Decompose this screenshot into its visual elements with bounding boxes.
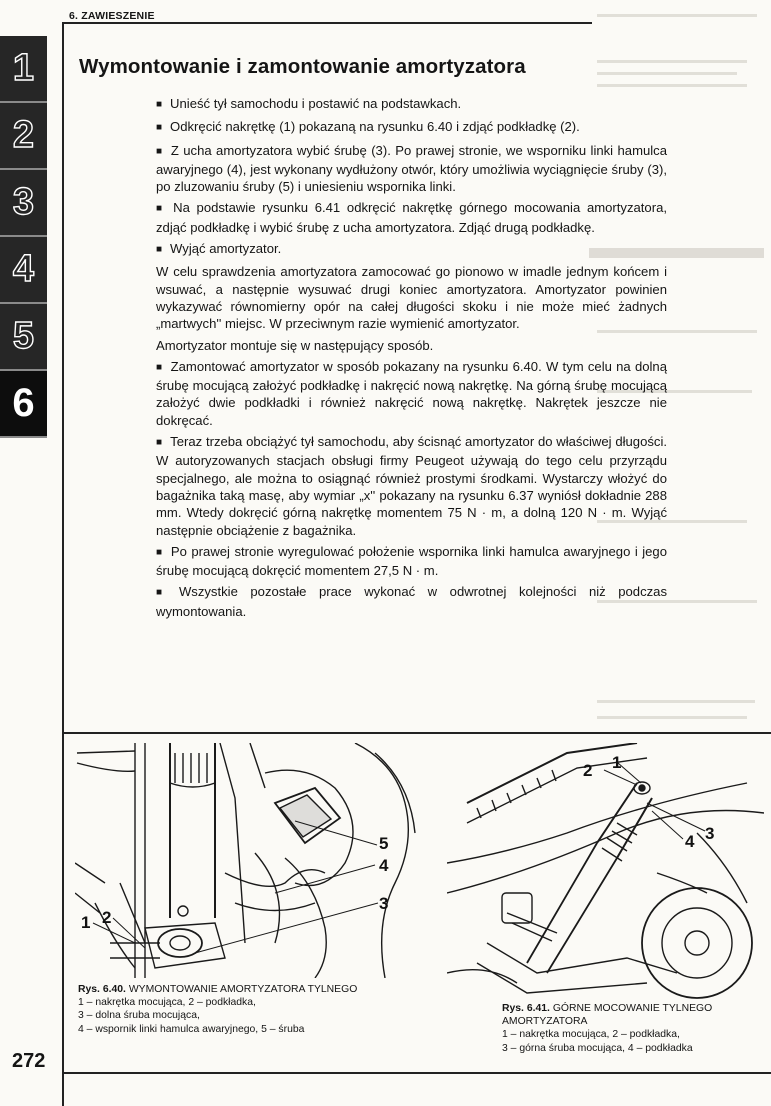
- caption-title: GÓRNE MOCOWANIE TYLNEGO AMORTYZATORA: [502, 1003, 713, 1028]
- chapter-tabs: [0, 36, 47, 438]
- caption-line: 3 – górna śruba mocująca, 4 – podkładka: [502, 1042, 693, 1054]
- body-text: [156, 95, 667, 624]
- figure-label: 4: [379, 856, 389, 875]
- step-paragraph: ■ Z ucha amortyzatora wybić śrubę (3). Po prawej stronie, we wsporniku linki hamulca awaryjnego (4), jest wykonany wydłużony otwór, który umożliwia wyciągnięcie śruby (3), po zluzowaniu śruby (5) i uniesieniu wspornika linki.: [156, 142, 667, 196]
- body-paragraph: Amortyzator montuje się w następujący sposób.: [156, 337, 434, 353]
- figure-label: 1: [612, 753, 622, 772]
- caption-line: 1 – nakrętka mocująca, 2 – podkładka,: [502, 1029, 680, 1041]
- caption-number: Rys. 6.40.: [78, 984, 126, 995]
- figure-label: 2: [583, 761, 593, 780]
- figure-6-41-illustration: [447, 743, 764, 1008]
- chapter-tab-5[interactable]: 5: [0, 304, 47, 371]
- figure-label: 1: [81, 913, 91, 932]
- figure-6-40-caption: [78, 983, 423, 1036]
- chapter-tab-1[interactable]: 1: [0, 36, 47, 103]
- figure-label: 4: [685, 832, 695, 851]
- caption-line: 3 – dolna śruba mocująca,: [78, 1010, 200, 1022]
- figure-label: 5: [379, 834, 389, 853]
- step-paragraph: ■ Odkręcić nakrętkę (1) pokazaną na rysunku 6.40 i zdjąć podkładkę (2).: [156, 118, 667, 137]
- step-paragraph: ■ Teraz trzeba obciążyć tył samochodu, aby ścisnąć amortyzator do właściwej długości. W autoryzowanych stacjach obsługi firmy Peugeot używają do tego celu przyrządu specjalnego, ale można to osiągnąć również prostymi środkami. Wystarczy włożyć do bagażnika taką masę, aby wymiar „x'' pokazany na rysunku 6.37 wyniósł dokładnie 288 mm. Wtedy dokręcić górną nakrętkę momentem 75 N · m, a dolną 120 N · m. Wyjąć następnie obciążenie z bagażnika.: [156, 433, 667, 539]
- figure-6-40-illustration: [75, 743, 422, 978]
- step-paragraph: ■ Zamontować amortyzator w sposób pokazany na rysunku 6.40. W tym celu na dolną śrubę mocującą założyć podkładkę i nakręcić nową nakrętkę. Na górną śrubę mocującą założyć dwie podkładki i również nakręcić nową nakrętkę. Nakrętek jeszcze nie dokręcać.: [156, 358, 667, 429]
- caption-line: 4 – wspornik linki hamulca awaryjnego, 5 – śruba: [78, 1023, 305, 1035]
- figure-label: 3: [379, 894, 389, 913]
- page-title: Wymontowanie i zamontowanie amortyzatora: [79, 55, 526, 78]
- step-paragraph: ■ Unieść tył samochodu i postawić na podstawkach.: [156, 95, 667, 114]
- chapter-tab-4[interactable]: 4: [0, 237, 47, 304]
- step-paragraph: ■ Po prawej stronie wyregulować położenie wspornika linki hamulca awaryjnego i jego śrubę mocującą dokręcić momentem 27,5 N · m.: [156, 543, 667, 580]
- page-number: 272: [12, 1050, 46, 1072]
- step-paragraph: ■ Wyjąć amortyzator.: [156, 240, 667, 259]
- step-paragraph: ■ Na podstawie rysunku 6.41 odkręcić nakrętkę górnego mocowania amortyzatora, zdjąć podkładkę i wybić śrubę z ucha amortyzatora. Zdjąć drugą podkładkę.: [156, 199, 667, 236]
- step-paragraph: ■ Wszystkie pozostałe prace wykonać w odwrotnej kolejności niż podczas wymontowania.: [156, 583, 667, 620]
- chapter-tab-6[interactable]: 6: [0, 371, 47, 438]
- caption-number: Rys. 6.41.: [502, 1003, 550, 1014]
- chapter-tab-3[interactable]: 3: [0, 170, 47, 237]
- page-frame-left: [62, 22, 64, 1106]
- chapter-tab-2[interactable]: 2: [0, 103, 47, 170]
- caption-title: WYMONTOWANIE AMORTYZATORA TYLNEGO: [128, 984, 358, 995]
- figure-label: 3: [705, 824, 715, 843]
- figure-divider: [62, 732, 771, 734]
- figure-label: 2: [102, 908, 112, 927]
- header-rule: [62, 22, 592, 24]
- caption-line: 1 – nakrętka mocująca, 2 – podkładka,: [78, 997, 256, 1009]
- figure-6-41-caption: [502, 1002, 767, 1055]
- section-header: 6. ZAWIESZENIE: [69, 10, 155, 22]
- body-paragraph: W celu sprawdzenia amortyzatora zamocować go pionowo w imadle jednym końcem i wsuwać, a następnie wysuwać drugi koniec amortyzatora. Amortyzator powinien wykazywać równomierny opór na całej długości skoku i nie może mieć żadnych „martwych'' miejsc. W przeciwnym razie wymienić amortyzator.: [156, 264, 667, 332]
- page-frame-bottom: [62, 1072, 771, 1074]
